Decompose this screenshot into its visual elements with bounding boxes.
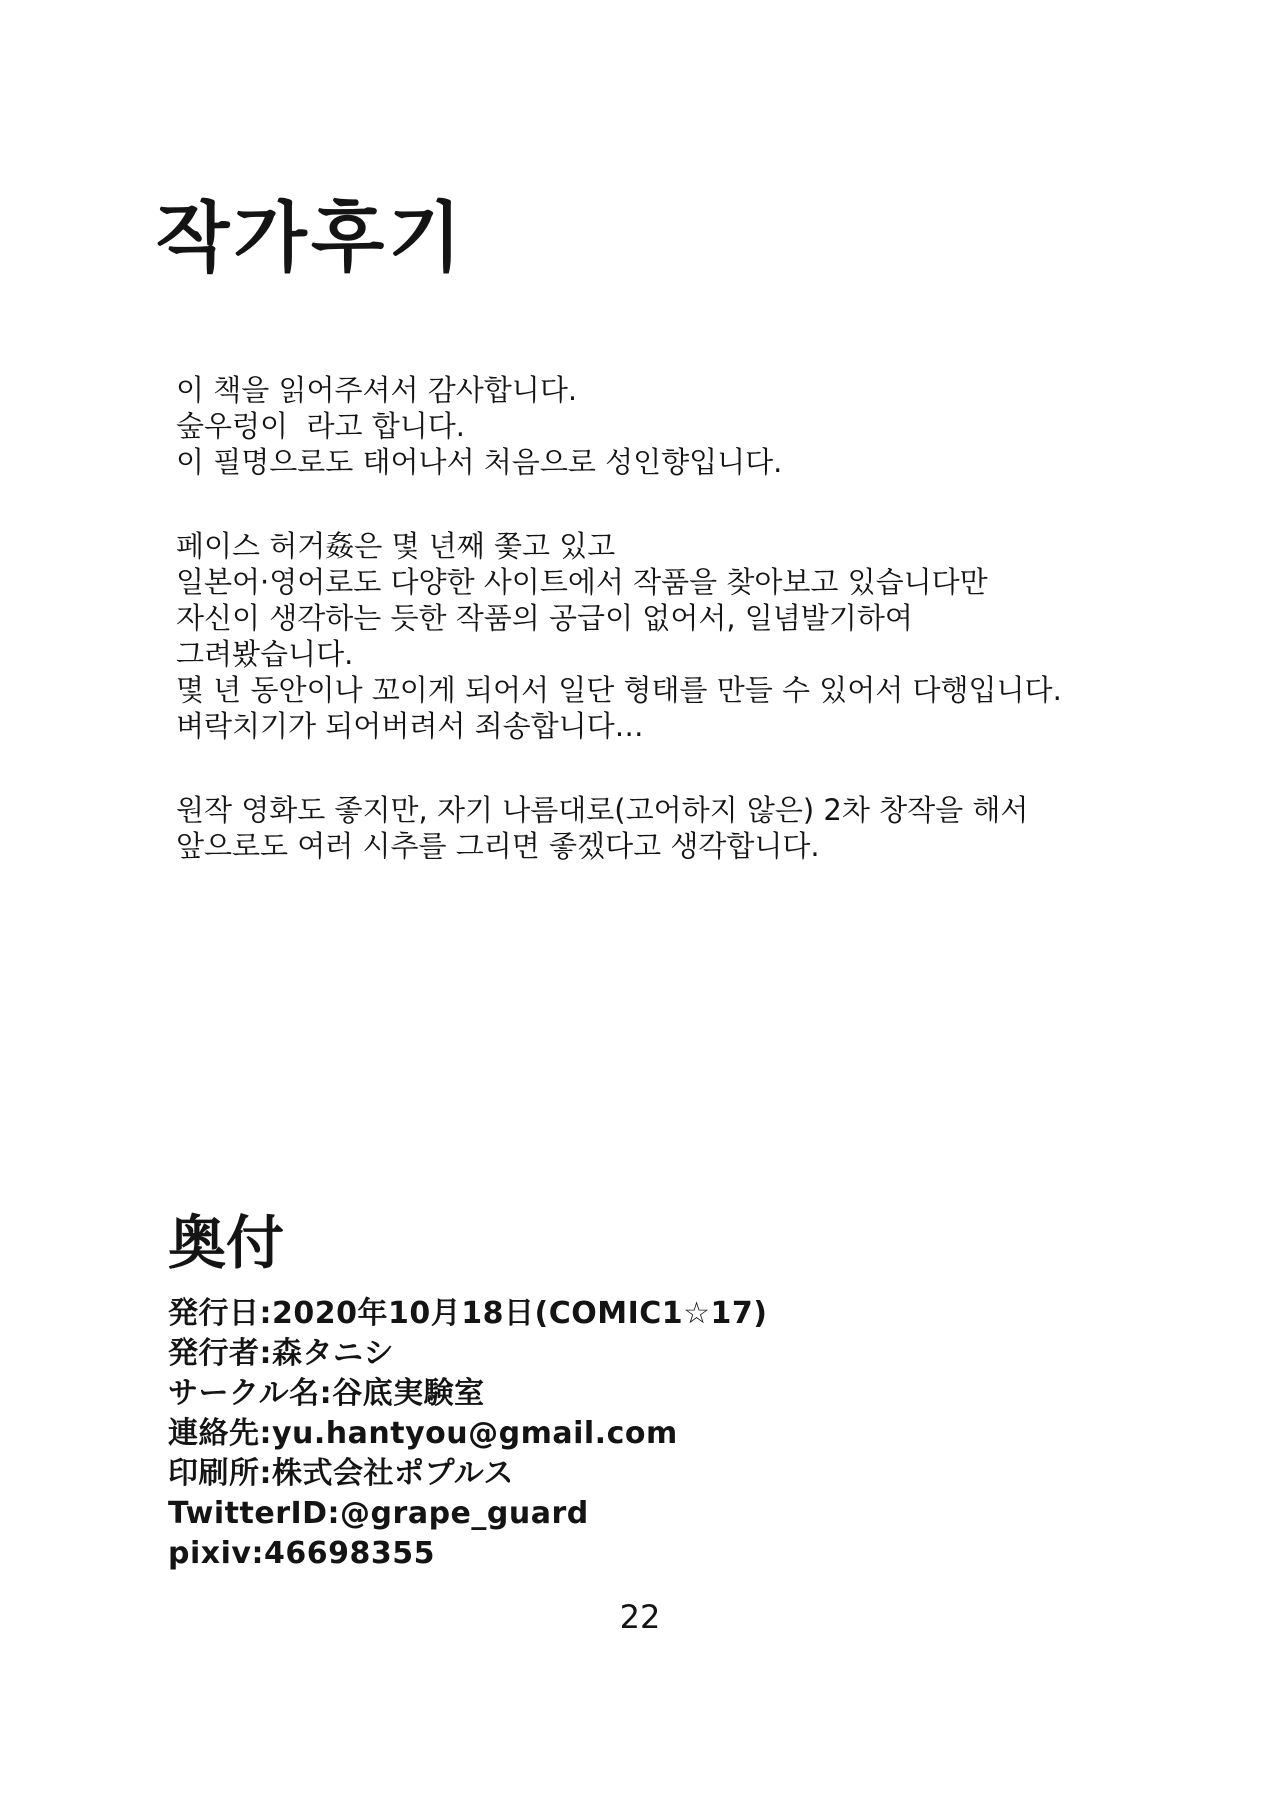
- afterword-line: 일본어·영어로도 다양한 사이트에서 작품을 찾아보고 있습니다만: [176, 565, 988, 599]
- colophon-line: 発行日:2020年10月18日(COMIC1☆17): [168, 1295, 768, 1331]
- afterword-paragraph: [176, 528, 1186, 744]
- afterword-line: 그려봤습니다.: [176, 637, 354, 671]
- afterword-line: 이 필명으로도 태어나서 처음으로 성인향입니다.: [176, 445, 783, 479]
- colophon-line: サークル名:谷底実験室: [168, 1375, 485, 1411]
- afterword-line: 숲우렁이 라고 합니다.: [176, 409, 465, 443]
- afterword-line: 벼락치기가 되어버려서 죄송합니다…: [176, 709, 644, 743]
- afterword-line: 페이스 허거姦은 몇 년째 쫓고 있고: [176, 529, 616, 563]
- afterword-line: 자신이 생각하는 듯한 작품의 공급이 없어서, 일념발기하여: [176, 601, 913, 635]
- afterword-line: 이 책을 읽어주셔서 감사합니다.: [176, 373, 578, 407]
- colophon-lines: [168, 1294, 1068, 1574]
- colophon-line: TwitterID:@grape_guard: [168, 1495, 589, 1531]
- afterword-line: 원작 영화도 좋지만, 자기 나름대로(고어하지 않은) 2차 창작을 해서: [176, 793, 1029, 827]
- afterword-body: [176, 372, 1186, 864]
- page-number: 22: [619, 1598, 661, 1636]
- colophon-line: 連絡先:yu.hantyou@gmail.com: [168, 1415, 678, 1451]
- colophon-title: 奥付: [168, 1209, 285, 1277]
- colophon-section: [168, 1209, 1068, 1574]
- afterword-line: 몇 년 동안이나 꼬이게 되어서 일단 형태를 만들 수 있어서 다행입니다.: [176, 673, 1062, 707]
- colophon-line: 発行者:森タニシ: [168, 1335, 394, 1371]
- afterword-paragraph: [176, 372, 1186, 480]
- afterword-line: 앞으로도 여러 시추를 그리면 좋겠다고 생각합니다.: [176, 829, 820, 863]
- afterword-paragraph: [176, 792, 1186, 864]
- colophon-line: 印刷所:株式会社ポプルス: [168, 1455, 514, 1491]
- colophon-line: pixiv:46698355: [168, 1535, 435, 1571]
- page-title: 작가후기: [156, 193, 466, 282]
